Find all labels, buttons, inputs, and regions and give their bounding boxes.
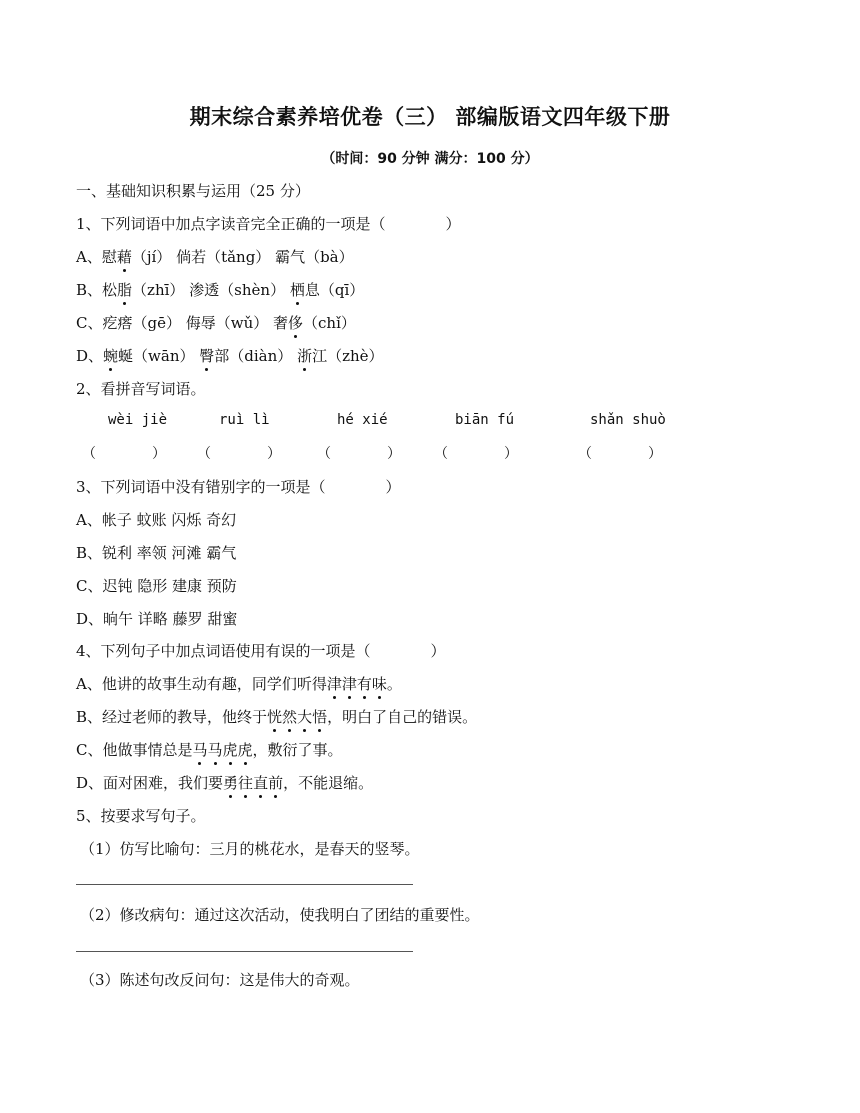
- dotted-char: 马: [207, 741, 223, 759]
- dotted-char: 然: [282, 708, 298, 726]
- option-text: ，敷衍了事。: [252, 741, 343, 759]
- dotted-char: 侈: [288, 314, 304, 332]
- dotted-char: 浙: [297, 347, 313, 365]
- option-text: A、慰: [76, 248, 117, 266]
- answer-blank[interactable]: （ ）: [434, 446, 518, 462]
- option-text: D、: [76, 347, 104, 365]
- dotted-char: 勇: [223, 774, 239, 792]
- exam-info: （时间：90 分钟 满分：100 分）: [321, 151, 539, 167]
- question-5-stem: 5、按要求写句子。: [76, 807, 206, 825]
- question-3-stem: 3、下列词语中没有错别字的一项是（ ）: [76, 478, 401, 496]
- option-text: 蜒（wān）: [118, 347, 200, 365]
- dotted-char: 藉: [116, 248, 132, 266]
- pinyin-prompt: shǎn shuò: [590, 412, 666, 428]
- dotted-char: 直: [253, 774, 269, 792]
- dotted-char: 恍: [267, 708, 283, 726]
- dotted-char: 虎: [237, 741, 253, 759]
- question-2-stem: 2、看拼音写词语。: [76, 380, 206, 398]
- answer-blank[interactable]: （ ）: [578, 446, 662, 462]
- option-text: 。: [386, 675, 402, 693]
- dotted-char: 津: [326, 675, 342, 693]
- question-1-option-d: [76, 345, 384, 366]
- question-5-sub-3: （3）陈述句改反问句：这是伟大的奇观。: [80, 971, 360, 989]
- question-4-option-a: [76, 673, 402, 694]
- dotted-phrase: [223, 774, 283, 792]
- option-text: B、松: [76, 281, 118, 299]
- option-text: （chǐ）: [303, 314, 356, 332]
- dotted-char: 前: [268, 774, 284, 792]
- dotted-char: 马: [192, 741, 208, 759]
- dotted-phrase: [327, 675, 387, 693]
- pinyin-prompt: wèi jiè: [108, 412, 168, 428]
- question-3-option-a: A、帐子 蚊账 闪烁 奇幻: [76, 511, 237, 529]
- question-4-option-b: [76, 706, 477, 727]
- option-text: ，不能退缩。: [283, 774, 374, 792]
- question-3-option-d: D、晌午 详略 藤罗 甜蜜: [76, 610, 238, 628]
- question-5-sub-2: （2）修改病句：通过这次活动，使我明白了团结的重要性。: [80, 906, 480, 924]
- dotted-char: 虎: [222, 741, 238, 759]
- option-text: 息（qī）: [304, 281, 365, 299]
- dotted-char: 栖: [289, 281, 305, 299]
- answer-line[interactable]: [76, 951, 413, 952]
- dotted-char: 津: [341, 675, 357, 693]
- option-text: A、他讲的故事生动有趣，同学们听得: [76, 675, 327, 693]
- question-3-option-b: B、锐利 率领 河滩 霸气: [76, 544, 237, 562]
- answer-blank[interactable]: （ ）: [82, 446, 166, 462]
- dotted-phrase: [267, 708, 327, 726]
- question-1-option-b: [76, 279, 364, 300]
- pinyin-prompt: hé xié: [337, 412, 388, 428]
- dotted-char: 臀: [199, 347, 215, 365]
- option-text: B、经过老师的教导，他终于: [76, 708, 268, 726]
- dotted-char: 大: [297, 708, 313, 726]
- pinyin-prompt: biān fú: [455, 412, 515, 428]
- option-text: C、他做事情总是: [76, 741, 193, 759]
- dotted-char: [327, 675, 387, 693]
- option-text: 江（zhè）: [312, 347, 384, 365]
- option-text: ，明白了自己的错误。: [327, 708, 478, 726]
- dotted-char: 味: [371, 675, 387, 693]
- question-5-sub-1: （1）仿写比喻句：三月的桃花水，是春天的竖琴。: [80, 840, 420, 858]
- dotted-char: 往: [238, 774, 254, 792]
- dotted-phrase: [192, 741, 252, 759]
- answer-blank[interactable]: （ ）: [197, 446, 281, 462]
- dotted-char: 脂: [117, 281, 133, 299]
- answer-line[interactable]: [76, 884, 413, 885]
- pinyin-prompt: ruì lì: [219, 412, 270, 428]
- option-text: 部（diàn）: [214, 347, 298, 365]
- dotted-char: 悟: [312, 708, 328, 726]
- question-4-stem: 4、下列句子中加点词语使用有误的一项是（ ）: [76, 642, 446, 660]
- page-title: 期末综合素养培优卷（三） 部编版语文四年级下册: [189, 105, 671, 129]
- question-4-option-d: [76, 772, 373, 793]
- answer-blank[interactable]: （ ）: [317, 446, 401, 462]
- question-4-option-c: [76, 739, 343, 760]
- question-1-stem: 1、下列词语中加点字读音完全正确的一项是（ ）: [76, 215, 461, 233]
- section-heading: 一、基础知识积累与运用（25 分）: [76, 182, 310, 200]
- option-text: （jí） 倘若（tǎng） 霸气（bà）: [131, 248, 354, 266]
- dotted-char: 有: [356, 675, 372, 693]
- option-text: （zhī） 渗透（shèn）: [132, 281, 290, 299]
- question-1-option-c: [76, 312, 356, 333]
- option-text: D、面对困难，我们要: [76, 774, 224, 792]
- question-1-option-a: [76, 246, 354, 267]
- question-3-option-c: C、迟钝 隐形 建康 预防: [76, 577, 237, 595]
- option-text: C、疙瘩（gē） 侮辱（wǔ） 奢: [76, 314, 288, 332]
- dotted-char: 蜿: [103, 347, 119, 365]
